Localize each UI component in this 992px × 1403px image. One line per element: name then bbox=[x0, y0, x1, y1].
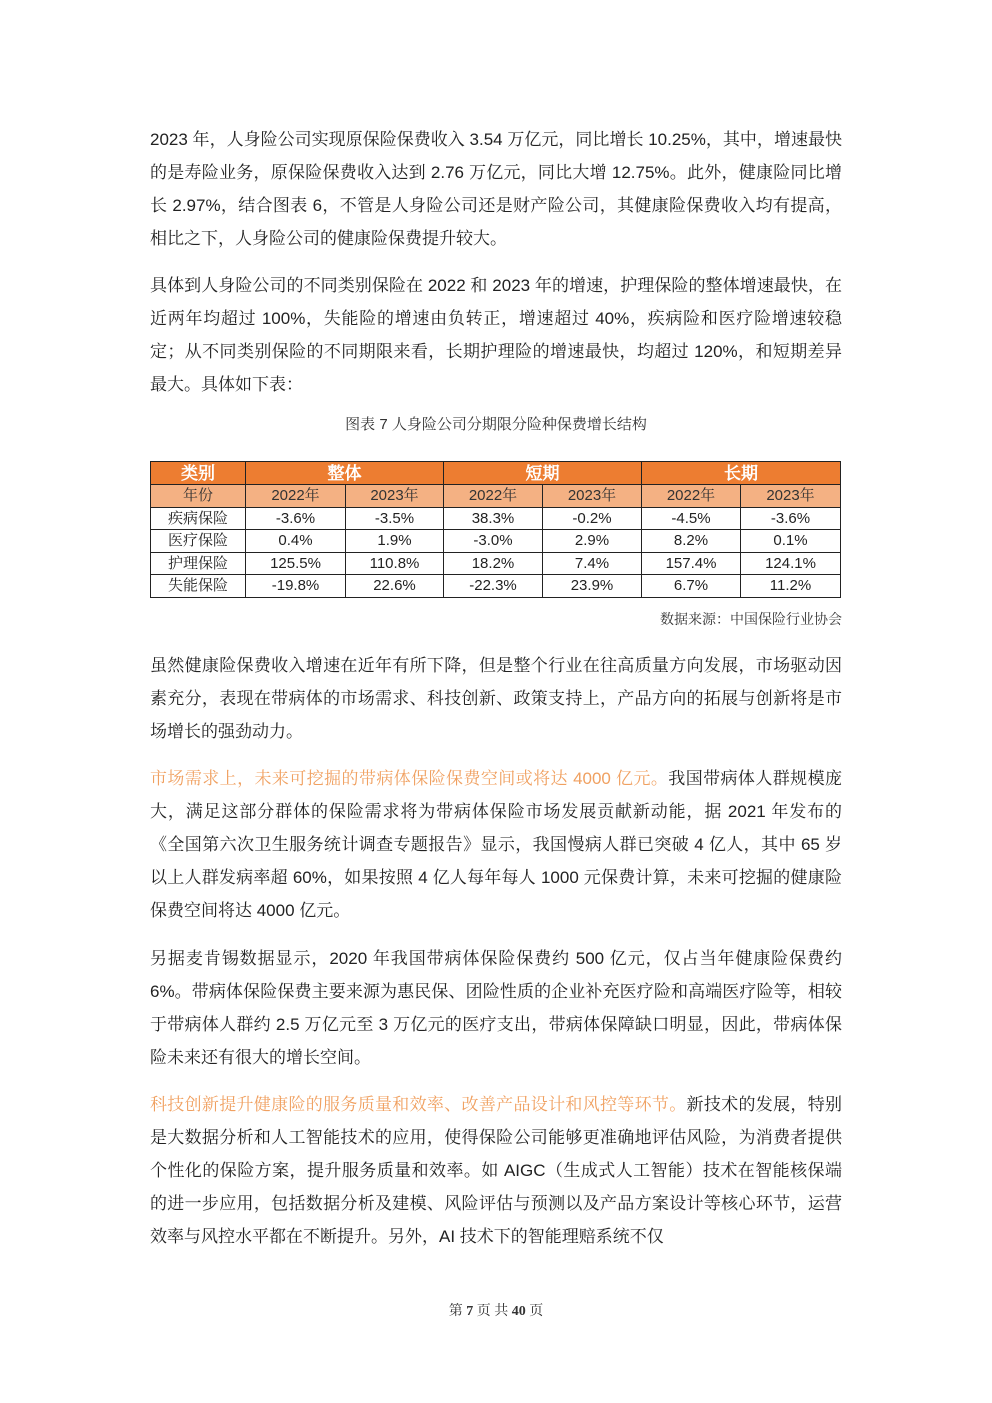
table-cell: 38.3% bbox=[444, 507, 543, 530]
table-cell: -22.3% bbox=[444, 575, 543, 598]
page-footer bbox=[0, 1300, 992, 1320]
growth-table bbox=[150, 461, 841, 598]
data-source: 数据来源：中国保险行业协会 bbox=[660, 611, 842, 627]
header-cell: 类别 bbox=[151, 462, 246, 485]
subheader-cell: 2022年 bbox=[246, 485, 346, 508]
row-label: 疾病保险 bbox=[151, 507, 246, 530]
footer-text: 页 共 bbox=[476, 1304, 509, 1319]
highlight-text: 市场需求上，未来可挖掘的带病体保险保费空间或将达 4000 亿元。 bbox=[150, 769, 669, 788]
table-cell: 7.4% bbox=[543, 552, 642, 575]
table-subheader-row bbox=[151, 485, 841, 508]
table-cell: 8.2% bbox=[642, 530, 741, 553]
table-cell: 157.4% bbox=[642, 552, 741, 575]
table-row bbox=[151, 507, 841, 530]
table-row bbox=[151, 552, 841, 575]
header-cell: 长期 bbox=[642, 462, 841, 485]
footer-text: 第 bbox=[448, 1304, 463, 1319]
table-cell: 23.9% bbox=[543, 575, 642, 598]
subheader-cell: 2023年 bbox=[741, 485, 841, 508]
table-header-row bbox=[151, 462, 841, 485]
table-cell: 18.2% bbox=[444, 552, 543, 575]
highlight-text: 科技创新提升健康险的服务质量和效率、改善产品设计和风控等环节。 bbox=[150, 1095, 687, 1114]
table-cell: 0.4% bbox=[246, 530, 346, 553]
table-cell: -3.6% bbox=[246, 507, 346, 530]
table-cell: 110.8% bbox=[346, 552, 444, 575]
table-cell: 6.7% bbox=[642, 575, 741, 598]
table-cell: 22.6% bbox=[346, 575, 444, 598]
table-cell: 124.1% bbox=[741, 552, 841, 575]
header-cell: 短期 bbox=[444, 462, 642, 485]
table-cell: 1.9% bbox=[346, 530, 444, 553]
table-row bbox=[151, 575, 841, 598]
paragraph-6 bbox=[150, 1088, 842, 1253]
total-pages: 40 bbox=[511, 1304, 526, 1319]
row-label: 医疗保险 bbox=[151, 530, 246, 553]
paragraph-1: 2023 年，人身险公司实现原保险保费收入 3.54 万亿元，同比增长 10.25%，其中，增速最快的是寿险业务，原保险保费收入达到 2.76 万亿元，同比大增 12.75%。此外，健康险同比增长 2.97%，结合图表 6，不管是人身险公司还是财产险公司，其健康险保费收入均有提高，相比之下，人身险公司的健康险保费提升较大。 bbox=[150, 130, 842, 248]
page-number: 7 bbox=[466, 1304, 474, 1319]
paragraph-text: 我国带病体人群规模庞大，满足这部分群体的保险需求将为带病体保险市场发展贡献新动能，据 2021 年发布的《全国第六次卫生服务统计调查专题报告》显示，我国慢病人群已突破 4 亿人，其中 65 岁以上人群发病率超 60%，如果按照 4 亿人每年每人 1000 元保费计算，未来可挖掘的健康险保费空间将达 4000 亿元。 bbox=[150, 769, 843, 920]
table-cell: -19.8% bbox=[246, 575, 346, 598]
paragraph-4 bbox=[150, 762, 842, 927]
table-cell: -3.5% bbox=[346, 507, 444, 530]
subheader-cell: 2023年 bbox=[543, 485, 642, 508]
table-cell: -0.2% bbox=[543, 507, 642, 530]
row-label: 护理保险 bbox=[151, 552, 246, 575]
paragraph-text: 新技术的发展，特别是大数据分析和人工智能技术的应用，使得保险公司能够更准确地评估风险，为消费者提供个性化的保险方案，提升服务质量和效率。如 AIGC（生成式人工智能）技术在智能核保端的进一步应用，包括数据分析及建模、风险评估与预测以及产品方案设计等核心环节，运营效率与风控水平都在不断提升。另外，AI 技术下的智能理赔系统不仅 bbox=[150, 1095, 843, 1246]
paragraph-5: 另据麦肯锡数据显示，2020 年我国带病体保险保费约 500 亿元，仅占当年健康险保费约 6%。带病体保险保费主要来源为惠民保、团险性质的企业补充医疗险和高端医疗险等，相较于带病体人群约 2.5 万亿元至 3 万亿元的医疗支出，带病体保障缺口明显，因此，带病体保险未来还有很大的增长空间。 bbox=[150, 949, 842, 1067]
subheader-cell: 2022年 bbox=[642, 485, 741, 508]
header-cell: 整体 bbox=[246, 462, 444, 485]
table-cell: -3.0% bbox=[444, 530, 543, 553]
subheader-cell: 2022年 bbox=[444, 485, 543, 508]
table-cell: 11.2% bbox=[741, 575, 841, 598]
table-caption: 图表 7 人身险公司分期限分险种保费增长结构 bbox=[345, 416, 647, 433]
row-label: 失能保险 bbox=[151, 575, 246, 598]
subheader-cell: 2023年 bbox=[346, 485, 444, 508]
table-cell: 2.9% bbox=[543, 530, 642, 553]
footer-text: 页 bbox=[529, 1304, 544, 1319]
table-cell: 125.5% bbox=[246, 552, 346, 575]
table-row bbox=[151, 530, 841, 553]
table-cell: 0.1% bbox=[741, 530, 841, 553]
table-cell: -4.5% bbox=[642, 507, 741, 530]
paragraph-3: 虽然健康险保费收入增速在近年有所下降，但是整个行业在往高质量方向发展，市场驱动因素充分，表现在带病体的市场需求、科技创新、政策支持上，产品方向的拓展与创新将是市场增长的强劲动力。 bbox=[150, 656, 842, 741]
table-cell: -3.6% bbox=[741, 507, 841, 530]
subheader-cell: 年份 bbox=[151, 485, 246, 508]
paragraph-2: 具体到人身险公司的不同类别保险在 2022 和 2023 年的增速，护理保险的整体增速最快，在近两年均超过 100%，失能险的增速由负转正，增速超过 40%，疾病险和医疗险增速较稳定；从不同类别保险的不同期限来看，长期护理险的增速最快，均超过 120%，和短期差异最大。具体如下表： bbox=[150, 276, 842, 394]
